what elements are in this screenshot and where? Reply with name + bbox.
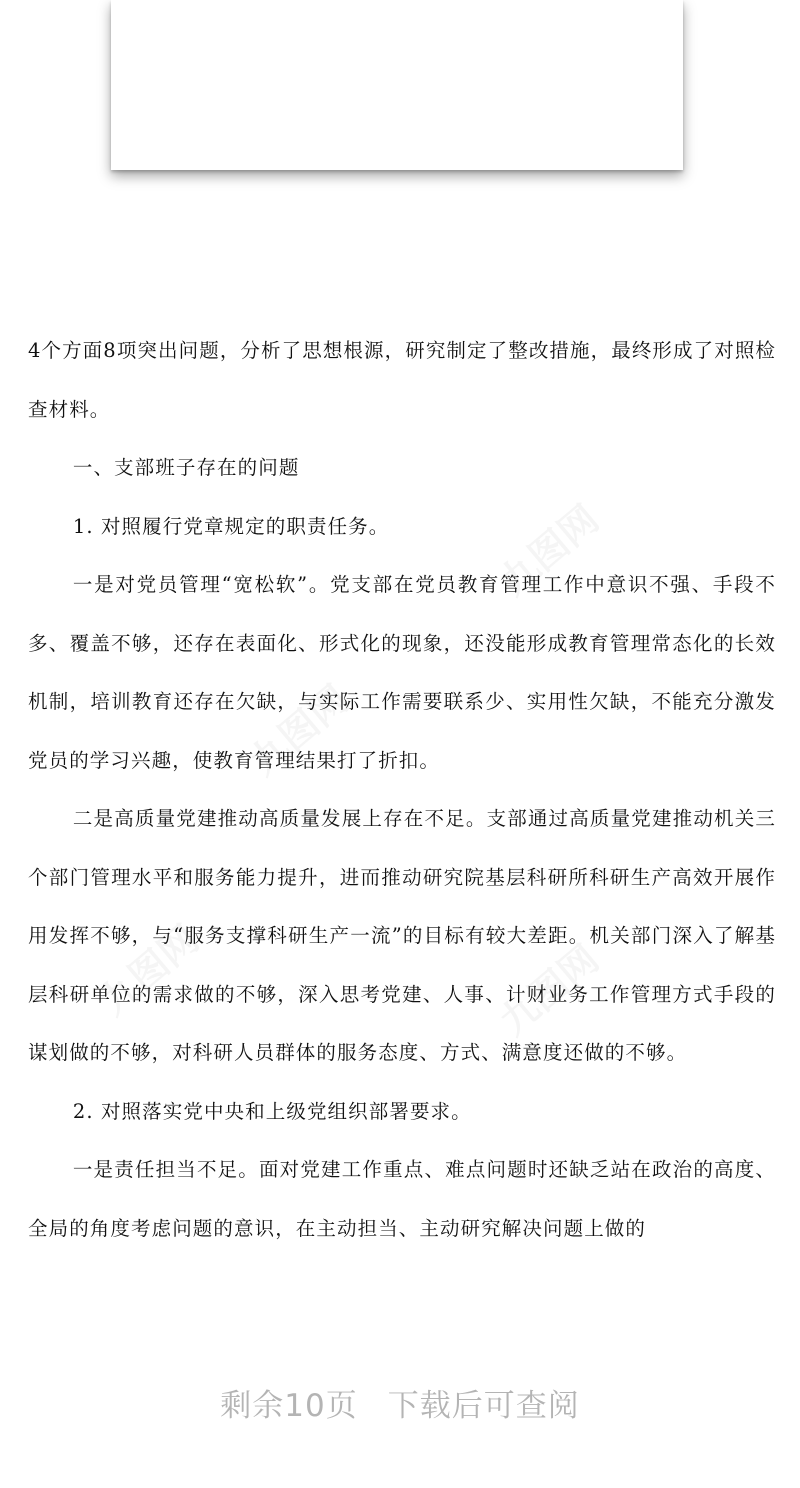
download-to-read-more[interactable] <box>0 1380 800 1425</box>
document-page-card <box>111 0 683 170</box>
watermark: 九图网 <box>91 916 208 1024</box>
watermark: 九图网 <box>491 936 608 1044</box>
watermark: 九图网 <box>241 676 358 784</box>
remaining-pages-label: 剩余10页 <box>220 1388 358 1424</box>
subsection-heading: 2. 对照落实党中央和上级党组织部署要求。 <box>72 1099 472 1123</box>
paragraph: 一是责任担当不足。面对党建工作重点、难点问题时还缺乏站在政治的高度、全局的角度考虑问题的意识，在主动担当、主动研究解决问题上做的 <box>28 1158 776 1240</box>
document-body <box>28 322 776 1258</box>
watermark: 九图网 <box>491 496 608 604</box>
paragraph: 二是高质量党建推动高质量发展上存在不足。支部通过高质量党建推动机关三个部门管理水平和服务能力提升，进而推动研究院基层科研所科研生产高效开展作用发挥不够，与“服务支撑科研生产一流”的目标有较大差距。机关部门深入了解基层科研单位的需求做的不够，深入思考党建、人事、计财业务工作管理方式手段的谋划做的不够，对科研人员群体的服务态度、方式、满意度还做的不够。 <box>28 807 776 1064</box>
section-heading: 一、支部班子存在的问题 <box>72 456 300 479</box>
paragraph: 一是对党员管理“宽松软”。党支部在党员教育管理工作中意识不强、手段不多、覆盖不够，还存在表面化、形式化的现象，还没能形成教育管理常态化的长效机制，培训教育还存在欠缺，与实际工作需要联系少、实用性欠缺，不能充分激发党员的学习兴趣，使教育管理结果打了折扣。 <box>28 573 776 772</box>
download-hint-label: 下载后可查阅 <box>387 1388 580 1424</box>
paragraph-continuation: 4个方面8项突出问题，分析了思想根源，研究制定了整改措施，最终形成了对照检查材料。 <box>28 339 777 421</box>
subsection-heading: 1. 对照履行党章规定的职责任务。 <box>72 514 390 538</box>
